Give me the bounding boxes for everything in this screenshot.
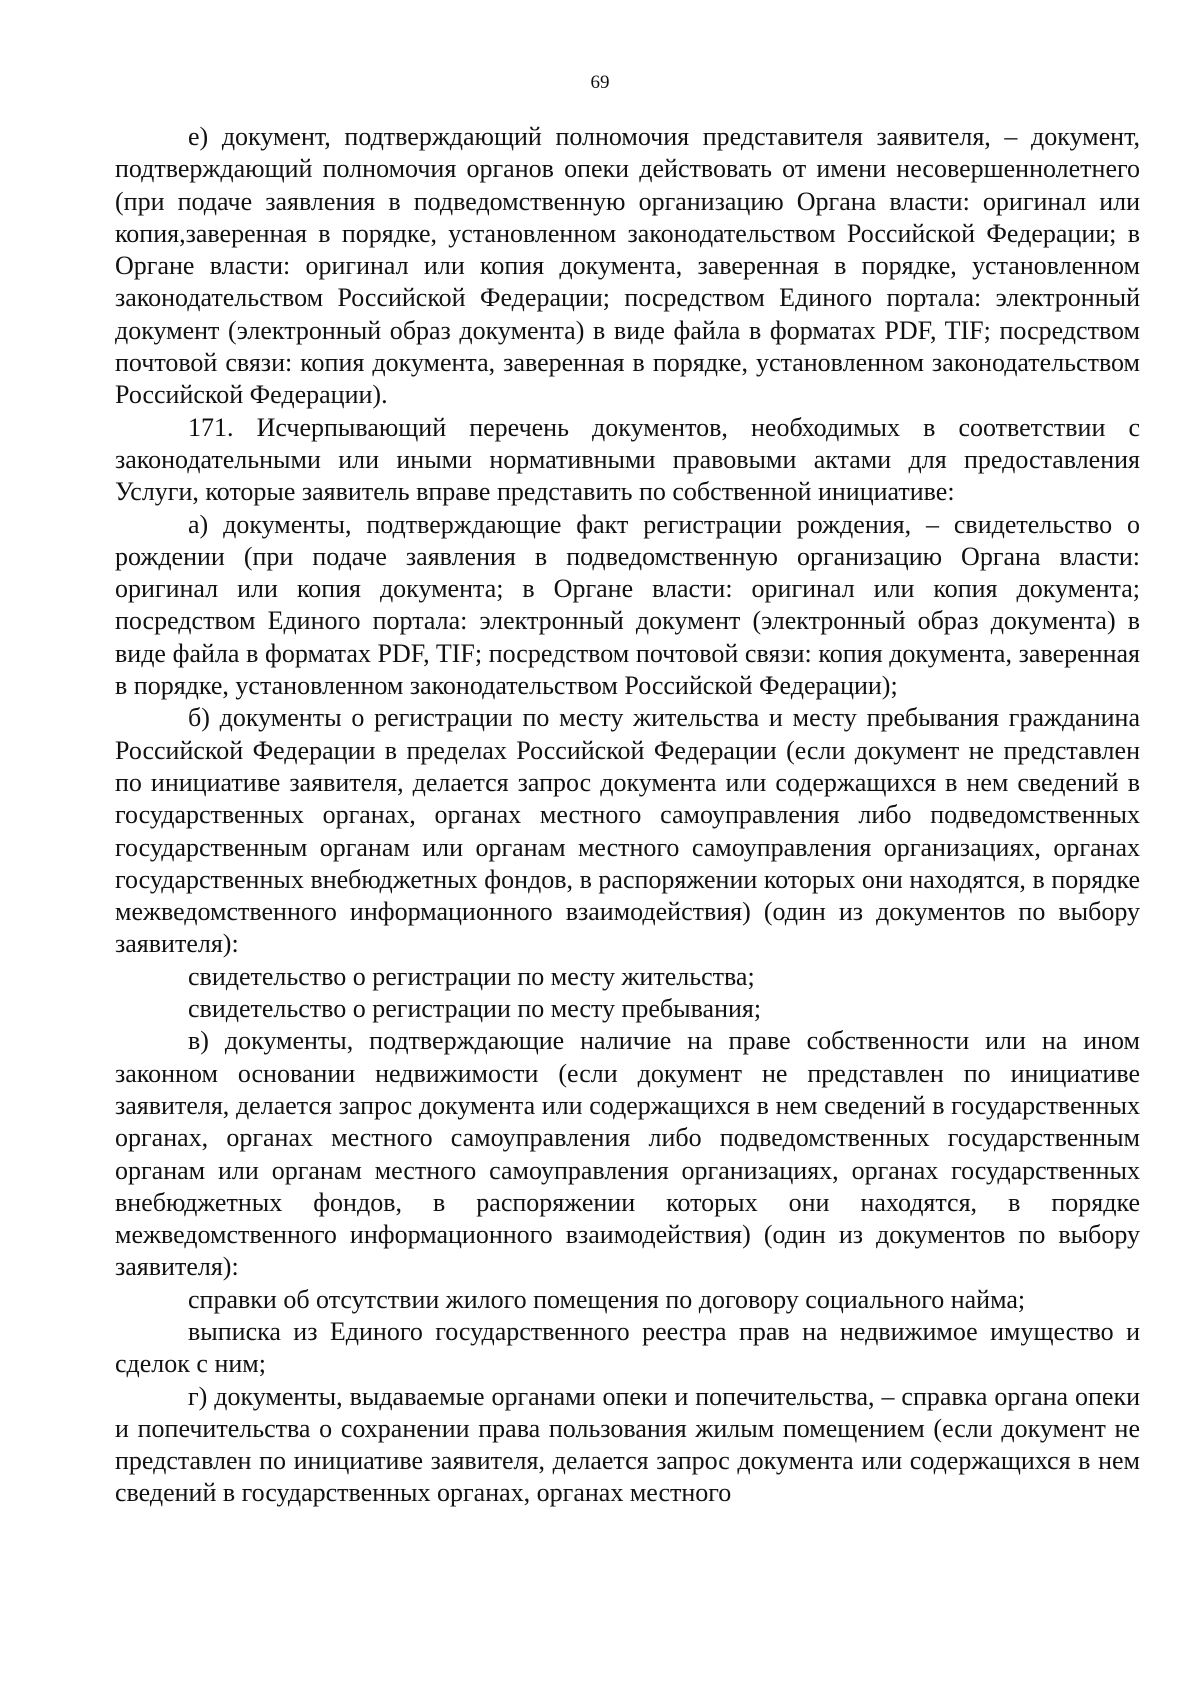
list-item: свидетельство о регистрации по месту пребывания; [188, 994, 762, 1024]
list-item: выписка из Единого государственного реестра прав на недвижимое имущество и сделок с ним; [115, 1316, 1140, 1379]
paragraph-item-g: г) документы, выдаваемые органами опеки и попечительства, – справка органа опеки и попечительства о сохранении права пользования жилым помещением (если документ не представлен по инициативе заявителя, делается запрос документа или содержащихся в нем сведений в государственных органах, органах местного [115, 1381, 1140, 1508]
paragraph-171: 171. Исчерпывающий перечень документов, необходимых в соответствии с законодательными или иными нормативными правовыми актами для предоставления Услуги, которые заявитель вправе представить по собственной инициативе: [115, 412, 1140, 507]
paragraph-item-a: а) документы, подтверждающие факт регистрации рождения, – свидетельство о рождении (при подаче заявления в подведомственную организацию Органа власти: оригинал или копия документа; в Органе власти: оригинал или копия документа; посредством Единого портала: электронный документ (электронный образ документа) в виде файла в форматах PDF, TIF; посредством почтовой связи: копия документа, заверенная в порядке, установленном законодательством Российской Федерации); [115, 509, 1140, 701]
paragraph-item-b: б) документы о регистрации по месту жительства и месту пребывания гражданина Российской Федерации в пределах Российской Федерации (если документ не представлен по инициативе заявителя, делается запрос документа или содержащихся в нем сведений в государственных органах, органах местного самоуправления либо подведомственных государственным органам или органам местного самоуправления организациях, органах государственных внебюджетных фондов, в распоряжении которых они находятся, в порядке межведомственного информационного взаимодействия) (один из документов по выбору заявителя): [115, 703, 1140, 959]
paragraph-item-v: в) документы, подтверждающие наличие на праве собственности или на ином законном основании недвижимости (если документ не представлен по инициативе заявителя, делается запрос документа или содержащихся в нем сведений в государственных органах, органах местного самоуправления либо подведомственных государственным органам или органам местного самоуправления организациях, органах государственных внебюджетных фондов, в распоряжении которых они находятся, в порядке межведомственного информационного взаимодействия) (один из документов по выбору заявителя): [115, 1026, 1140, 1282]
list-item: справки об отсутствии жилого помещения по договору социального найма; [188, 1284, 1026, 1314]
paragraph-item-e: е) документ, подтверждающий полномочия представителя заявителя, – документ, подтверждающий полномочия органов опеки действовать от имени несовершеннолетнего (при подаче заявления в подведомственную организацию Органа власти: оригинал или копия,заверенная в порядке, установленном законодательством Российской Федерации; в Органе власти: оригинал или копия документа, заверенная в порядке, установленном законодательством Российской Федерации; посредством Единого портала: электронный документ (электронный образ документа) в виде файла в форматах PDF, TIF; посредством почтовой связи: копия документа, заверенная в порядке, установленном законодательством Российской Федерации). [115, 122, 1140, 410]
page-number: 69 [590, 72, 610, 93]
list-item: свидетельство о регистрации по месту жительства; [188, 961, 755, 991]
document-body [115, 121, 1140, 1510]
